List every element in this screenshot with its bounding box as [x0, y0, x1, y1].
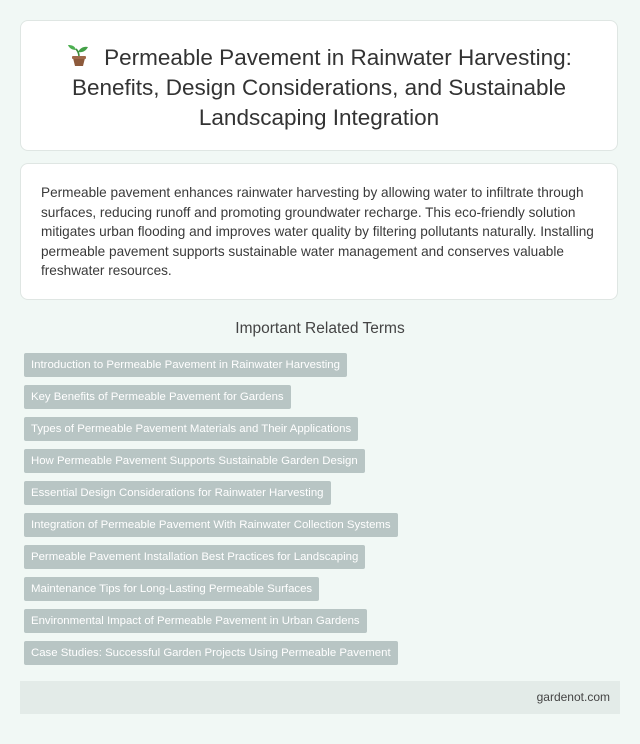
related-term-tag[interactable]: Types of Permeable Pavement Materials and Their Applications — [24, 417, 358, 441]
related-term-tag[interactable]: Environmental Impact of Permeable Pavement in Urban Gardens — [24, 609, 367, 633]
seedling-icon — [66, 45, 92, 67]
related-terms-list — [24, 353, 624, 673]
related-term-tag[interactable]: Case Studies: Successful Garden Projects Using Permeable Pavement — [24, 641, 398, 665]
intro-card — [20, 163, 618, 300]
related-terms-heading: Important Related Terms — [235, 320, 405, 337]
related-term-tag[interactable]: Introduction to Permeable Pavement in Rainwater Harvesting — [24, 353, 347, 377]
related-term-tag[interactable]: Maintenance Tips for Long-Lasting Permeable Surfaces — [24, 577, 319, 601]
related-term-tag[interactable]: Essential Design Considerations for Rainwater Harvesting — [24, 481, 331, 505]
related-term-tag[interactable]: Permeable Pavement Installation Best Practices for Landscaping — [24, 545, 365, 569]
footer — [20, 681, 620, 714]
related-term-tag[interactable]: Key Benefits of Permeable Pavement for Gardens — [24, 385, 291, 409]
title-card — [20, 20, 618, 151]
page-title — [21, 43, 617, 133]
related-term-tag[interactable]: Integration of Permeable Pavement With Rainwater Collection Systems — [24, 513, 398, 537]
page-title-text: Permeable Pavement in Rainwater Harvesting: Benefits, Design Considerations, and Sustainable Landscaping Integration — [71, 45, 572, 130]
intro-paragraph: Permeable pavement enhances rainwater harvesting by allowing water to infiltrate through surfaces, reducing runoff and promoting groundwater recharge. This eco-friendly solution mitigates urban flooding and improves water quality by filtering pollutants naturally. Installing permeable pavement supports sustainable water management and conserves valuable freshwater resources. — [41, 185, 594, 279]
related-term-tag[interactable]: How Permeable Pavement Supports Sustainable Garden Design — [24, 449, 365, 473]
footer-site: gardenot.com — [536, 690, 610, 704]
